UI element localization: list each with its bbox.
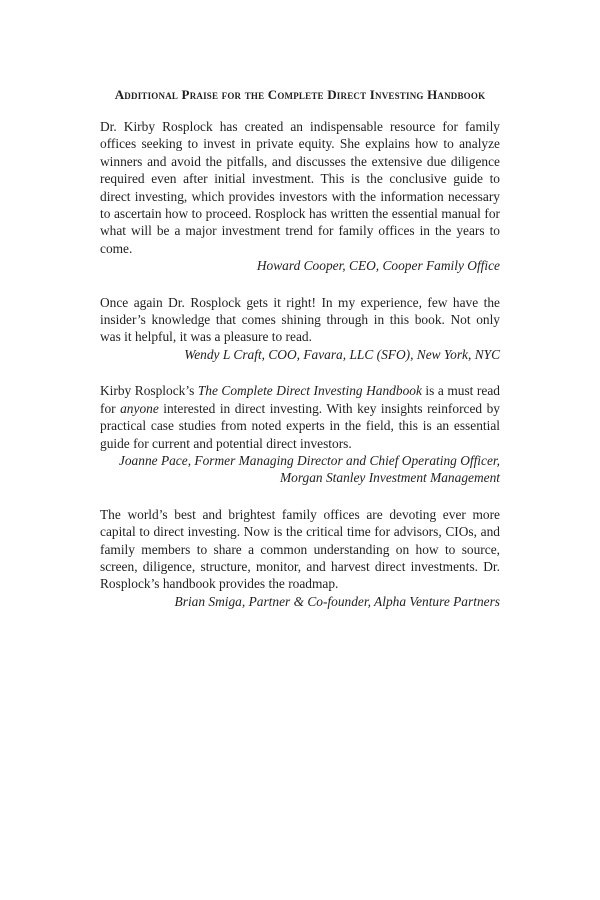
praise-attribution bbox=[100, 452, 500, 487]
praise-quote: Dr. Kirby Rosplock has created an indispensable resource for family offices seeking to invest in private equity. She explains how to analyze winners and avoid the pitfalls, and discusses the extensive due diligence required even after initial investment. This is the conclusive guide to direct investing, which provides investors with the information necessary to ascertain how to proceed. Rosplock has written the essential manual for what will be a major investment trend for family offices in the years to come. bbox=[100, 119, 500, 256]
page-heading: Additional Praise for the Complete Direct Investing Handbook bbox=[114, 87, 486, 102]
praise-quote: Once again Dr. Rosplock gets it right! In my experience, few have the insider’s knowledge that comes shining through in this book. Not only was it helpful, it was a pleasure to read. bbox=[100, 294, 500, 345]
quote-text: is a must read for bbox=[100, 383, 500, 416]
praise-attribution: Howard Cooper, CEO, Cooper Family Office bbox=[256, 258, 500, 274]
quote-text: Kirby Rosplock’s bbox=[100, 383, 198, 399]
attribution-line: Joanne Pace, Former Managing Director and Chief Operating Officer, bbox=[118, 452, 500, 468]
praise-quote: The world’s best and brightest family offices are devoting ever more capital to direct investing. Now is the critical time for advisors, CIOs, and family members to share a common understanding on how to source, screen, diligence, structure, monitor, and harvest direct investments. Dr. Rosplock’s handbook provides the roadmap. bbox=[100, 506, 500, 592]
praise-page bbox=[100, 86, 500, 629]
praise-block-cooper bbox=[100, 118, 500, 275]
praise-block-craft bbox=[100, 294, 500, 364]
emphasis-text: anyone bbox=[120, 400, 159, 416]
quote-text: interested in direct investing. With key insights reinforced by practical case studies from noted experts in the field, this is an essential guide for current and potential direct investors. bbox=[100, 400, 500, 451]
praise-attribution: Wendy L Craft, COO, Favara, LLC (SFO), New York, NYC bbox=[184, 346, 500, 362]
praise-block-smiga bbox=[100, 506, 500, 610]
praise-attribution: Brian Smiga, Partner & Co-founder, Alpha Venture Partners bbox=[174, 593, 500, 609]
book-title: The Complete Direct Investing Handbook bbox=[197, 383, 422, 399]
praise-quote bbox=[100, 382, 500, 452]
praise-block-pace bbox=[100, 382, 500, 486]
attribution-line: Morgan Stanley Investment Management bbox=[279, 470, 500, 486]
